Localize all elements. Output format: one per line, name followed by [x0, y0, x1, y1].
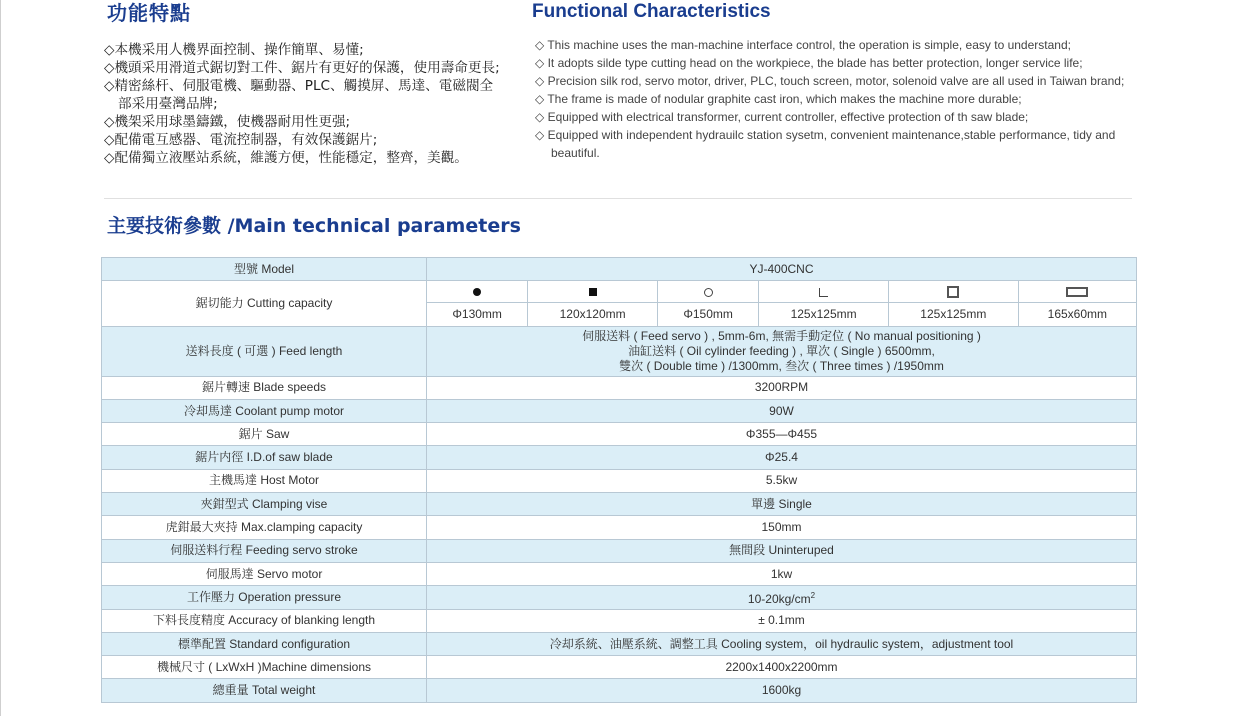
param-label: 主機馬達 Host Motor: [102, 469, 427, 492]
features-heading-en: Functional Characteristics: [532, 1, 771, 22]
param-label: 總重量 Total weight: [102, 679, 427, 702]
param-value: [427, 586, 1137, 609]
param-label: 冷却馬達 Coolant pump motor: [102, 399, 427, 422]
table-row: [102, 679, 1137, 702]
pressure-unit-exponent: 2: [810, 590, 816, 600]
param-label: 鋸片轉速 Blade speeds: [102, 376, 427, 399]
feed-length-value: [427, 326, 1137, 376]
cutting-value: 120x120mm: [528, 303, 658, 326]
param-label: 工作壓力 Operation pressure: [102, 586, 427, 609]
feature-item-cn: ◇配備電互感器、電流控制器，有效保護鋸片;: [104, 132, 378, 148]
param-label: 夾鉗型式 Clamping vise: [102, 493, 427, 516]
feature-item-cn: ◇機頭采用滑道式鋸切對工件、鋸片有更好的保護，使用壽命更長;: [104, 60, 500, 76]
features-list-en: [535, 36, 1135, 162]
table-row: [102, 539, 1137, 562]
param-label: 鋸片 Saw: [102, 423, 427, 446]
param-value: 1600kg: [427, 679, 1137, 702]
table-row: [102, 656, 1137, 679]
param-label: 鋸片内徑 I.D.of saw blade: [102, 446, 427, 469]
section-divider: [104, 198, 1132, 199]
param-label: 下料長度精度 Accuracy of blanking length: [102, 609, 427, 632]
param-value: Φ355—Φ455: [427, 423, 1137, 446]
shape-cell: [528, 281, 658, 303]
param-label: 機械尺寸 ( LxWxH )Machine dimensions: [102, 656, 427, 679]
param-value: YJ-400CNC: [427, 258, 1137, 281]
table-row: [102, 493, 1137, 516]
param-value: 冷却系統、油壓系統、調整工具 Cooling system，oil hydraulic system，adjustment tool: [427, 632, 1137, 655]
table-row: [102, 281, 1137, 303]
pressure-value: 10-20kg/cm: [747, 591, 811, 606]
param-value: 5.5kw: [427, 469, 1137, 492]
feature-item-cn: ◇機架采用球墨鑄鐵，使機器耐用性更强;: [104, 114, 351, 130]
table-row: [102, 632, 1137, 655]
table-row: [102, 469, 1137, 492]
params-table: [101, 257, 1137, 703]
solid-circle-icon: [473, 288, 481, 296]
param-value: 150mm: [427, 516, 1137, 539]
table-row: [102, 562, 1137, 585]
shape-cell: [759, 281, 889, 303]
cutting-value: 125x125mm: [759, 303, 889, 326]
features-list-cn: [104, 41, 504, 167]
param-value: 單邊 Single: [427, 493, 1137, 516]
table-row: [102, 586, 1137, 609]
table-row: [102, 609, 1137, 632]
param-label: 虎鉗最大夾持 Max.clamping capacity: [102, 516, 427, 539]
feature-item-en: ◇ It adopts silde type cutting head on the workpiece, the blade has better protection, longer service life;: [535, 56, 1083, 70]
feature-item-cn: ◇本機采用人機界面控制、操作簡單、易懂;: [104, 42, 364, 58]
params-heading: 主要技術參數 /Main technical parameters: [107, 215, 521, 237]
feed-length-line: 雙次 ( Double time ) /1300mm, 叁次 ( Three times ) /1950mm: [619, 358, 944, 373]
cutting-value: 165x60mm: [1018, 303, 1136, 326]
square-tube-icon: [947, 286, 959, 298]
rect-tube-icon: [1066, 287, 1088, 297]
param-value: 90W: [427, 399, 1137, 422]
cutting-value: Φ130mm: [427, 303, 528, 326]
param-value: 無間段 Uninteruped: [427, 539, 1137, 562]
param-label: 伺服送料行程 Feeding servo stroke: [102, 539, 427, 562]
feed-length-line: 油缸送料 ( Oil cylinder feeding ) , 單次 ( Single ) 6500mm,: [628, 343, 935, 358]
table-row: [102, 399, 1137, 422]
shape-cell: [427, 281, 528, 303]
param-value: 2200x1400x2200mm: [427, 656, 1137, 679]
table-row: [102, 423, 1137, 446]
cutting-value: Φ150mm: [657, 303, 758, 326]
table-row: [102, 376, 1137, 399]
feature-item-cn: ◇精密絲杆、伺服電機、驅動器、PLC、觸摸屏、馬達、電磁閥全部采用臺灣品牌;: [104, 78, 494, 112]
param-value: 3200RPM: [427, 376, 1137, 399]
feature-item-en: ◇ Equipped with electrical transformer, current controller, effective protection of th saw blade;: [535, 110, 1029, 124]
param-value: Φ25.4: [427, 446, 1137, 469]
feature-item-en: ◇ The frame is made of nodular graphite cast iron, which makes the machine more durable;: [535, 92, 1022, 106]
param-label: 標準配置 Standard configuration: [102, 632, 427, 655]
solid-square-icon: [589, 288, 597, 296]
table-row: [102, 446, 1137, 469]
param-label: 送料長度 ( 可選 ) Feed length: [102, 326, 427, 376]
feature-item-en: ◇ Precision silk rod, servo motor, driver, PLC, touch screen, motor, solenoid valve are all used in Taiwan brand;: [535, 74, 1125, 88]
angle-icon: [819, 288, 828, 297]
features-heading-cn: 功能特點: [107, 1, 191, 25]
table-row: [102, 516, 1137, 539]
param-label: 型號 Model: [102, 258, 427, 281]
circle-outline-icon: [704, 288, 713, 297]
param-label: 伺服馬達 Servo motor: [102, 562, 427, 585]
feed-length-line: 伺服送料 ( Feed servo ) , 5mm-6m, 無需手動定位 ( No manual positioning ): [582, 328, 981, 343]
feature-item-cn: ◇配備獨立液壓站系統，維護方便，性能穩定，整齊，美觀。: [104, 150, 468, 166]
param-value: ± 0.1mm: [427, 609, 1137, 632]
cutting-value: 125x125mm: [888, 303, 1018, 326]
feature-item-en: ◇ This machine uses the man-machine interface control, the operation is simple, easy to understand;: [535, 38, 1071, 52]
feature-item-en: ◇ Equipped with independent hydrauilc station sysetm, convenient maintenance,stable performance, tidy and beautiful.: [535, 128, 1116, 160]
page-left-rule: [0, 0, 1, 716]
param-label: 鋸切能力 Cutting capacity: [102, 281, 427, 326]
shape-cell: [888, 281, 1018, 303]
shape-cell: [1018, 281, 1136, 303]
param-value: 1kw: [427, 562, 1137, 585]
shape-cell: [657, 281, 758, 303]
table-row: [102, 326, 1137, 376]
table-row: [102, 258, 1137, 281]
